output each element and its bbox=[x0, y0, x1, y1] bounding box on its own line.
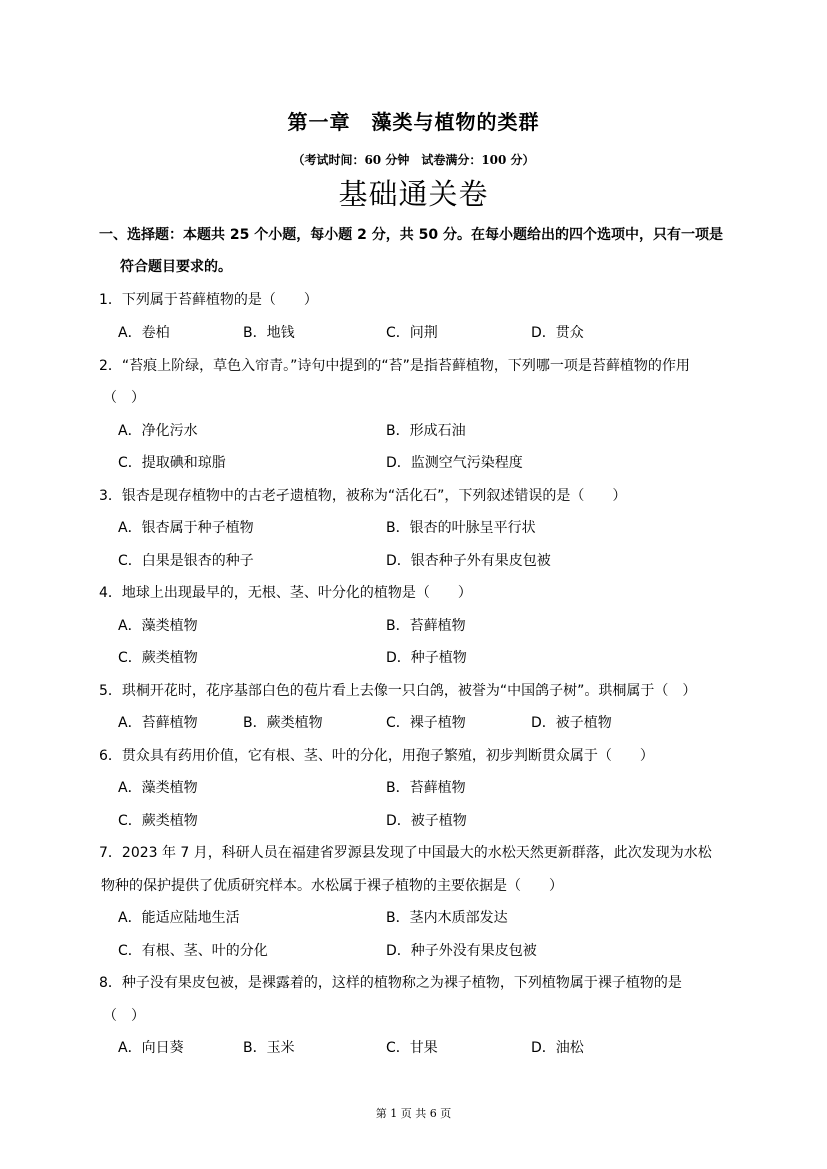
question-6-option-d: D．被子植物 bbox=[386, 813, 467, 829]
question-6-option-c: C．蕨类植物 bbox=[118, 813, 198, 829]
section-instructions-line1: 一、选择题：本题共 25 个小题，每小题 2 分，共 50 分。在每小题给出的四个选项中，只有一项是 bbox=[99, 227, 723, 243]
question-7-option-b: B．茎内木质部发达 bbox=[386, 910, 508, 926]
section-instructions-line2: 符合题目要求的。 bbox=[120, 259, 232, 275]
question-5-option-a: A．苔藓植物 bbox=[118, 715, 198, 731]
question-3-stem: 3．银杏是现存植物中的古老孑遗植物，被称为“活化石”，下列叙述错误的是（ ） bbox=[99, 488, 627, 504]
question-3-option-b: B．银杏的叶脉呈平行状 bbox=[386, 520, 536, 536]
question-3-option-a: A．银杏属于种子植物 bbox=[118, 520, 254, 536]
question-1-option-d: D．贯众 bbox=[531, 325, 584, 341]
question-8-option-c: C．甘果 bbox=[386, 1040, 438, 1056]
question-7-option-c: C．有根、茎、叶的分化 bbox=[118, 943, 268, 959]
question-5-option-d: D．被子植物 bbox=[531, 715, 612, 731]
question-8-stem: 8．种子没有果皮包被，是裸露着的，这样的植物称之为裸子植物，下列植物属于裸子植物的是 bbox=[99, 975, 682, 991]
question-7-option-a: A．能适应陆地生活 bbox=[118, 910, 240, 926]
question-1-stem: 1．下列属于苔藓植物的是（ ） bbox=[99, 292, 318, 308]
chapter-title: 第一章 藻类与植物的类群 bbox=[287, 110, 540, 134]
question-2-stem-cont: （ ） bbox=[103, 390, 145, 406]
question-8-option-a: A．向日葵 bbox=[118, 1040, 184, 1056]
question-7-option-d: D．种子外没有果皮包被 bbox=[386, 943, 537, 959]
question-4-option-b: B．苔藓植物 bbox=[386, 618, 466, 634]
question-5-option-c: C．裸子植物 bbox=[386, 715, 466, 731]
question-5-stem: 5．珙桐开花时，花序基部白色的苞片看上去像一只白鸽，被誉为“中国鸽子树”。珙桐属于（ ） bbox=[99, 683, 697, 699]
question-3-option-d: D．银杏种子外有果皮包被 bbox=[386, 553, 551, 569]
question-8-option-d: D．油松 bbox=[531, 1040, 584, 1056]
page-number: 第 1 页 共 6 页 bbox=[375, 1107, 452, 1120]
question-7-stem: 7．2023 年 7 月，科研人员在福建省罗源县发现了中国最大的水松天然更新群落，此次发现为水松 bbox=[99, 845, 712, 861]
question-4-stem: 4．地球上出现最早的，无根、茎、叶分化的植物是（ ） bbox=[99, 585, 472, 601]
question-3-option-c: C．白果是银杏的种子 bbox=[118, 553, 254, 569]
question-8-stem-cont: （ ） bbox=[103, 1008, 145, 1024]
question-6-stem: 6．贯众具有药用价值，它有根、茎、叶的分化，用孢子繁殖，初步判断贯众属于（ ） bbox=[99, 748, 654, 764]
question-4-option-a: A．藻类植物 bbox=[118, 618, 198, 634]
question-1-option-a: A．卷柏 bbox=[118, 325, 170, 341]
question-2-option-b: B．形成石油 bbox=[386, 423, 466, 439]
question-2-option-a: A．净化污水 bbox=[118, 423, 198, 439]
question-1-option-c: C．问荆 bbox=[386, 325, 438, 341]
question-4-option-d: D．种子植物 bbox=[386, 650, 467, 666]
exam-info: （考试时间：60 分钟 试卷满分：100 分） bbox=[292, 153, 535, 167]
question-1-option-b: B．地钱 bbox=[243, 325, 295, 341]
question-2-option-c: C．提取碘和琼脂 bbox=[118, 455, 226, 471]
paper-title: 基础通关卷 bbox=[338, 177, 489, 211]
question-2-option-d: D．监测空气污染程度 bbox=[386, 455, 523, 471]
question-6-option-a: A．藻类植物 bbox=[118, 780, 198, 796]
question-4-option-c: C．蕨类植物 bbox=[118, 650, 198, 666]
question-8-option-b: B．玉米 bbox=[243, 1040, 295, 1056]
question-6-option-b: B．苔藓植物 bbox=[386, 780, 466, 796]
question-5-option-b: B．蕨类植物 bbox=[243, 715, 323, 731]
question-2-stem: 2．“苔痕上阶绿，草色入帘青。”诗句中提到的“苔”是指苔藓植物，下列哪一项是苔藓植物的作用 bbox=[99, 358, 690, 374]
question-7-stem-cont: 物种的保护提供了优质研究样本。水松属于裸子植物的主要依据是（ ） bbox=[101, 878, 563, 894]
